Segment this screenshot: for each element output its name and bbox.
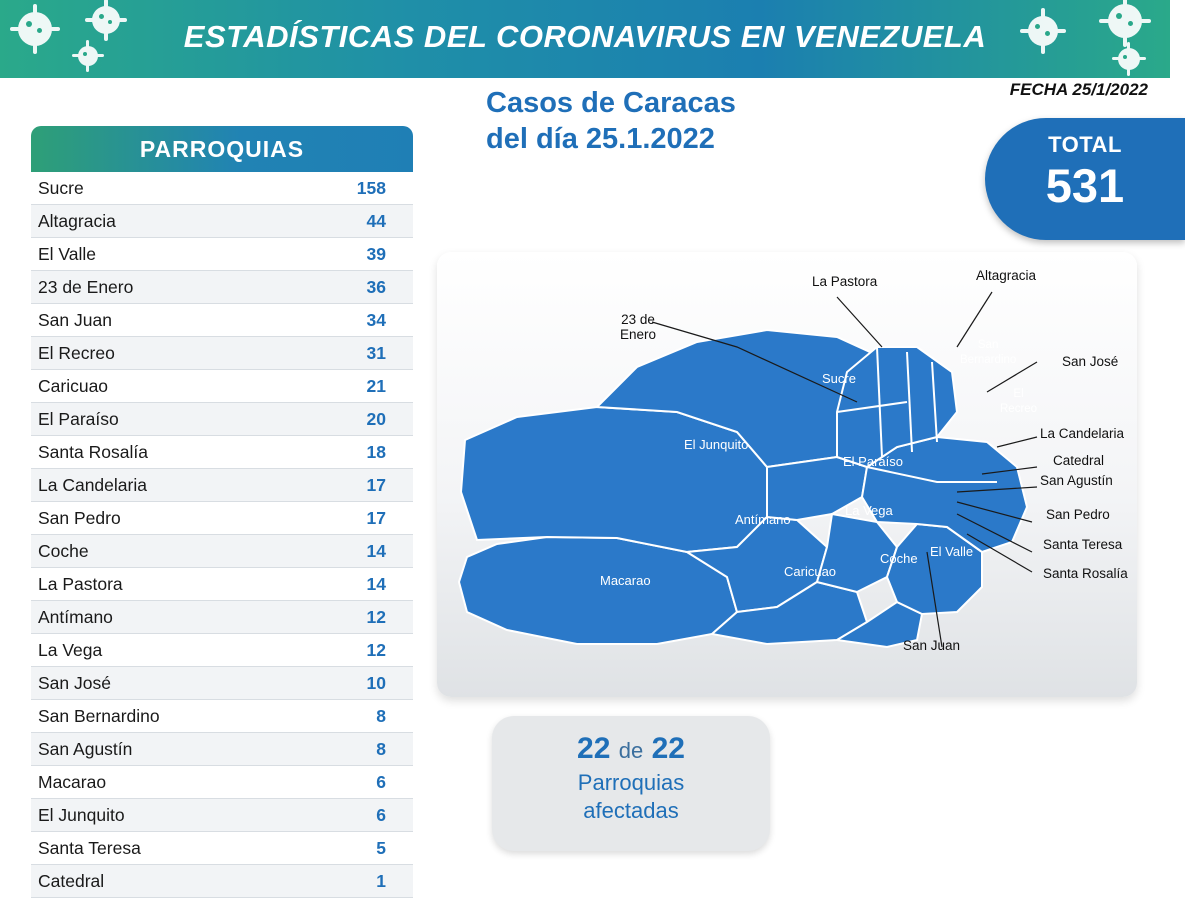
map-label-line: Bernardino: [960, 354, 1017, 366]
parish-value: 1: [297, 865, 413, 898]
parish-name: San José: [31, 667, 297, 700]
parish-value: 21: [297, 370, 413, 403]
map-label-catedral: Catedral: [1053, 453, 1105, 468]
parish-value: 12: [297, 601, 413, 634]
map-label-san-agustin: San Agustín: [1040, 473, 1113, 488]
map-label-el-recreo: [1000, 387, 1037, 417]
map-label-23-de-enero: [620, 312, 656, 342]
parish-name: Coche: [31, 535, 297, 568]
parish-value: 34: [297, 304, 413, 337]
table-row: [31, 304, 413, 337]
parish-value: 6: [297, 799, 413, 832]
map-label-line: San: [977, 339, 999, 351]
parish-value: 14: [297, 568, 413, 601]
map-label-la-vega: La Vega: [845, 503, 893, 518]
map-label-san-juan: San Juan: [903, 638, 961, 653]
map-shapes: [459, 330, 1027, 647]
parish-value: 18: [297, 436, 413, 469]
parish-value: 158: [297, 172, 413, 205]
parish-name: Caricuao: [31, 370, 297, 403]
table-row: [31, 535, 413, 568]
parish-name: San Pedro: [31, 502, 297, 535]
map-label-sucre: Sucre: [822, 371, 856, 386]
parish-value: 6: [297, 766, 413, 799]
de-label: de: [618, 738, 644, 763]
table-row: [31, 205, 413, 238]
chart-subtitle: [486, 85, 956, 157]
table-row: [31, 799, 413, 832]
region-el-junquito: [461, 407, 767, 552]
parish-name: El Junquito: [31, 799, 297, 832]
map-label-san-jose: San José: [1062, 354, 1119, 369]
map-label-santa-rosalia: Santa Rosalía: [1043, 566, 1128, 581]
table-row: [31, 766, 413, 799]
table-row: [31, 634, 413, 667]
parroquias-table: [31, 126, 413, 898]
total-badge: [985, 118, 1185, 240]
total-value: 531: [1045, 159, 1125, 212]
table-row: [31, 172, 413, 205]
date-label: FECHA 25/1/2022: [1009, 80, 1148, 99]
parish-name: 23 de Enero: [31, 271, 297, 304]
map-label-altagracia: Altagracia: [976, 268, 1037, 283]
table-row: [31, 370, 413, 403]
map-label-caricuao: Caricuao: [784, 564, 837, 579]
total-label: TOTAL: [1048, 132, 1122, 157]
map-label-line: El: [1013, 388, 1024, 400]
table-row: [31, 238, 413, 271]
table-row: [31, 832, 413, 865]
map-label-line: Enero: [620, 327, 657, 342]
total-parishes: 22: [651, 732, 685, 765]
parish-name: Macarao: [31, 766, 297, 799]
parish-name: La Vega: [31, 634, 297, 667]
map-label-el-valle: El Valle: [930, 544, 974, 559]
parish-name: La Pastora: [31, 568, 297, 601]
page-title: ESTADÍSTICAS DEL CORONAVIRUS EN VENEZUELA: [183, 19, 987, 54]
parish-name: Santa Teresa: [31, 832, 297, 865]
table-row: [31, 502, 413, 535]
map-label-san-bernardino: [960, 338, 1016, 368]
table-row: [31, 271, 413, 304]
parish-name: San Agustín: [31, 733, 297, 766]
parish-value: 14: [297, 535, 413, 568]
subtitle-line2: del día 25.1.2022: [486, 123, 715, 155]
parish-name: El Valle: [31, 238, 297, 271]
afectadas-label: afectadas: [583, 798, 679, 823]
parish-name: Santa Rosalía: [31, 436, 297, 469]
map-label-san-pedro: San Pedro: [1046, 507, 1110, 522]
table-row: [31, 403, 413, 436]
parish-value: 8: [297, 700, 413, 733]
parroquias-label: Parroquias: [577, 770, 685, 795]
parish-value: 36: [297, 271, 413, 304]
table-row: [31, 337, 413, 370]
table-row: [31, 700, 413, 733]
table-row: [31, 469, 413, 502]
map-label-la-candelaria: La Candelaria: [1040, 426, 1125, 441]
table-row: [31, 733, 413, 766]
parish-value: 20: [297, 403, 413, 436]
affected-parishes-badge: [492, 716, 770, 851]
table-row: [31, 568, 413, 601]
parish-value: 17: [297, 469, 413, 502]
parish-value: 8: [297, 733, 413, 766]
parish-name: El Recreo: [31, 337, 297, 370]
parish-name: Catedral: [31, 865, 297, 898]
parish-value: 39: [297, 238, 413, 271]
parish-name: San Bernardino: [31, 700, 297, 733]
map-label-coche: Coche: [880, 551, 918, 566]
parish-name: La Candelaria: [31, 469, 297, 502]
map-label-el-paraiso: El Paraíso: [843, 454, 903, 469]
parish-name: Antímano: [31, 601, 297, 634]
map-label-la-pastora: La Pastora: [812, 274, 878, 289]
table-row: [31, 601, 413, 634]
header-banner: [0, 0, 1170, 78]
parish-value: 44: [297, 205, 413, 238]
parish-value: 10: [297, 667, 413, 700]
caracas-map: [437, 252, 1137, 697]
parish-name: San Juan: [31, 304, 297, 337]
parish-value: 12: [297, 634, 413, 667]
parish-value: 31: [297, 337, 413, 370]
table-row: [31, 865, 413, 898]
map-label-santa-teresa: Santa Teresa: [1043, 537, 1123, 552]
affected-count: 22: [577, 732, 611, 765]
table-row: [31, 436, 413, 469]
map-label-line: 23 de: [621, 312, 655, 327]
parish-name: Sucre: [31, 172, 297, 205]
parish-name: El Paraíso: [31, 403, 297, 436]
table-row: [31, 667, 413, 700]
map-label-macarao: Macarao: [600, 573, 651, 588]
subtitle-line1: Casos de Caracas: [486, 87, 736, 119]
parish-value: 17: [297, 502, 413, 535]
parish-value: 5: [297, 832, 413, 865]
parish-name: Altagracia: [31, 205, 297, 238]
map-label-line: Recreo: [1000, 403, 1038, 415]
table-header: PARROQUIAS: [31, 126, 413, 172]
map-label-el-junquito: El Junquito: [684, 437, 749, 452]
affected-count-line: [492, 732, 770, 766]
map-label-antimano: Antímano: [735, 512, 791, 527]
